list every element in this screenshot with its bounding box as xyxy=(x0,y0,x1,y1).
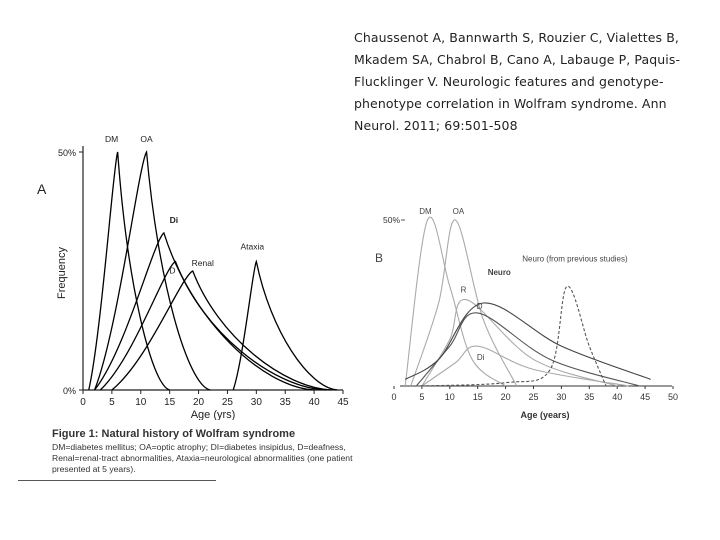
y-tick-label-a: 0% xyxy=(62,386,76,396)
series-label-b-oa: OA xyxy=(452,207,465,216)
chart-panel-b xyxy=(368,178,688,433)
caption-divider xyxy=(18,480,216,481)
series-line-b-d xyxy=(416,313,639,386)
series-label-b-r: R xyxy=(460,285,467,295)
x-tick-label-b: 15 xyxy=(472,392,483,402)
x-tick-label-a: 5 xyxy=(109,397,115,408)
x-tick-label-a: 10 xyxy=(135,397,147,408)
series-line-renal xyxy=(112,271,332,390)
series-line-ataxia xyxy=(233,261,337,390)
y-axis-label-a: Frequency xyxy=(56,247,68,299)
x-tick-label-b: 0 xyxy=(391,392,397,402)
x-tick-label-b: 10 xyxy=(444,392,455,402)
x-tick-label-a: 30 xyxy=(250,397,262,408)
x-tick-label-a: 20 xyxy=(192,397,205,408)
figure-caption xyxy=(52,428,362,475)
series-line-d xyxy=(100,261,325,390)
x-tick-label-a: 25 xyxy=(221,397,234,408)
series-line-b-oa xyxy=(411,220,517,386)
chart-panel-a xyxy=(20,128,355,420)
x-tick-label-a: 0 xyxy=(80,397,86,408)
citation-text: Chaussenot A, Bannwarth S, Rouzier C, Vialettes B, Mkadem SA, Chabrol B, Cano A, Labauge P, Paquis-Flucklinger V. Neurologic features and genotype-phenotype correlation in Wolfram syndrome. Ann Neurol. 2011; 69:501-508 xyxy=(354,30,681,133)
panel-label-b: B xyxy=(375,251,384,265)
x-tick-label-b: 50 xyxy=(667,392,679,402)
series-label-b-d: D xyxy=(476,301,483,311)
x-tick-label-a: 15 xyxy=(164,397,176,408)
series-label-di: Di xyxy=(169,214,179,225)
series-line-di xyxy=(95,233,315,390)
x-tick-label-b: 30 xyxy=(556,392,567,402)
x-tick-label-b: 25 xyxy=(528,392,539,402)
x-axis-label-b: Age (years) xyxy=(520,410,570,420)
series-label-b-dm: DM xyxy=(419,207,432,216)
series-line-b-r xyxy=(422,299,617,386)
x-tick-label-a: 45 xyxy=(337,397,349,408)
y-tick-label-b: 50% xyxy=(382,215,400,225)
series-label-b-neuro-from-previous-studies: Neuro (from previous studies) xyxy=(522,254,628,264)
series-label-oa: OA xyxy=(140,134,153,144)
y-tick-label-a: 50% xyxy=(57,148,76,158)
series-label-renal: Renal xyxy=(191,258,214,268)
x-tick-label-b: 5 xyxy=(419,392,425,402)
x-tick-label-a: 35 xyxy=(279,397,291,408)
x-axis-label-a: Age (yrs) xyxy=(190,409,236,420)
x-tick-label-b: 35 xyxy=(584,392,595,402)
series-label-ataxia: Ataxia xyxy=(240,241,265,252)
series-label-d: D xyxy=(169,265,176,276)
series-line-b-neuro-from-previous-studies xyxy=(416,286,606,386)
series-label-dm: DM xyxy=(105,134,119,144)
x-tick-label-b: 40 xyxy=(612,392,623,402)
figure-caption-body: DM=diabetes mellitus; OA=optic atrophy; DI=diabetes insipidus, D=deafness, Renal=renal-tract abnormalities, Ataxia=neurological abnormalities (one patient presented at 5 years). xyxy=(52,442,353,474)
series-line-dm xyxy=(89,152,170,390)
figure-caption-title: Figure 1: Natural history of Wolfram syndrome xyxy=(52,428,296,440)
series-label-b-neuro: Neuro xyxy=(487,268,511,277)
x-tick-label-b: 20 xyxy=(500,392,511,402)
panel-label-a: A xyxy=(37,181,47,197)
series-label-b-di: Di xyxy=(476,353,485,363)
x-tick-label-a: 40 xyxy=(308,397,320,408)
x-tick-label-b: 45 xyxy=(640,392,651,402)
